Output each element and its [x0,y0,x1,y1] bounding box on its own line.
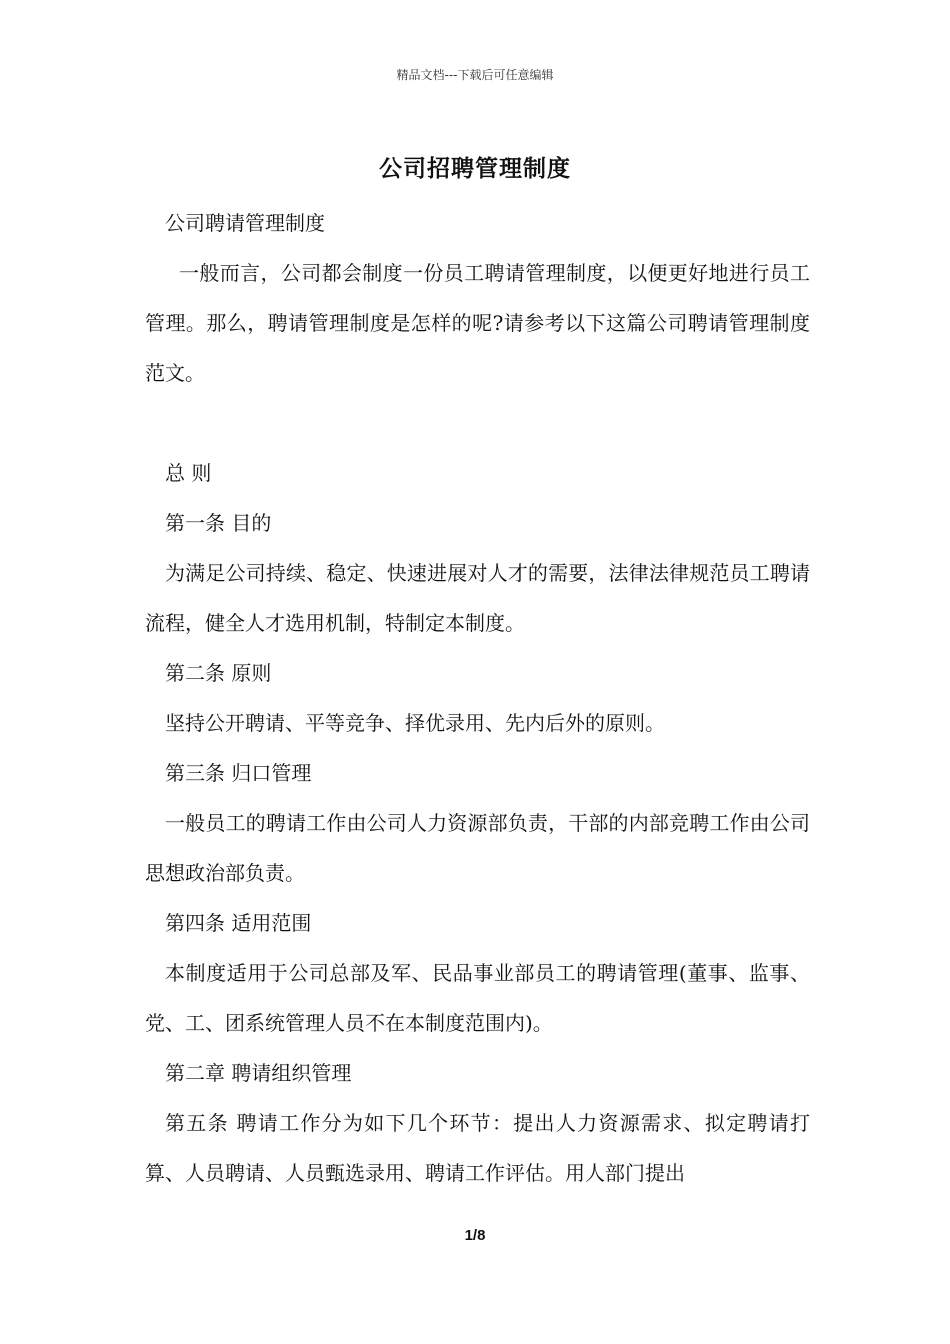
page-separator: / [472,1227,478,1244]
article-heading: 第四条 适用范围 [165,911,312,935]
current-page: 1 [464,1227,473,1244]
subtitle-paragraph: 公司聘请管理制度 [165,211,325,235]
article-heading: 第三条 归口管理 [165,761,312,785]
article-paragraph: 一般员工的聘请工作由公司人力资源部负责，干部的内部竞聘工作由公司思想政治部负责。 [145,811,810,885]
chapter-heading: 第二章 聘请组织管理 [165,1061,352,1085]
article-heading: 第二条 原则 [165,661,272,685]
article-paragraph: 坚持公开聘请、平等竞争、择优录用、先内后外的原则。 [165,711,665,735]
document-body [145,198,810,1198]
article-paragraph: 第五条 聘请工作分为如下几个环节：提出人力资源需求、拟定聘请打算、人员聘请、人员甄选录用、聘请工作评估。用人部门提出 [145,1111,810,1185]
article-paragraph: 本制度适用于公司总部及军、民品事业部员工的聘请管理(董事、监事、党、工、团系统管理人员不在本制度范围内)。 [145,961,810,1035]
blank-line [145,398,810,448]
page-header: 精品文档---下载后可任意编辑 [396,68,554,82]
article-paragraph: 为满足公司持续、稳定、快速进展对人才的需要，法律法律规范员工聘请流程，健全人才选用机制，特制定本制度。 [145,561,810,635]
chapter-heading: 总 则 [165,461,212,485]
page-number [0,1227,950,1244]
intro-paragraph: 一般而言，公司都会制度一份员工聘请管理制度，以便更好地进行员工管理。那么，聘请管理制度是怎样的呢?请参考以下这篇公司聘请管理制度范文。 [145,261,810,385]
article-heading: 第一条 目的 [165,511,272,535]
document-title: 公司招聘管理制度 [379,155,571,182]
total-pages: 8 [477,1227,486,1244]
